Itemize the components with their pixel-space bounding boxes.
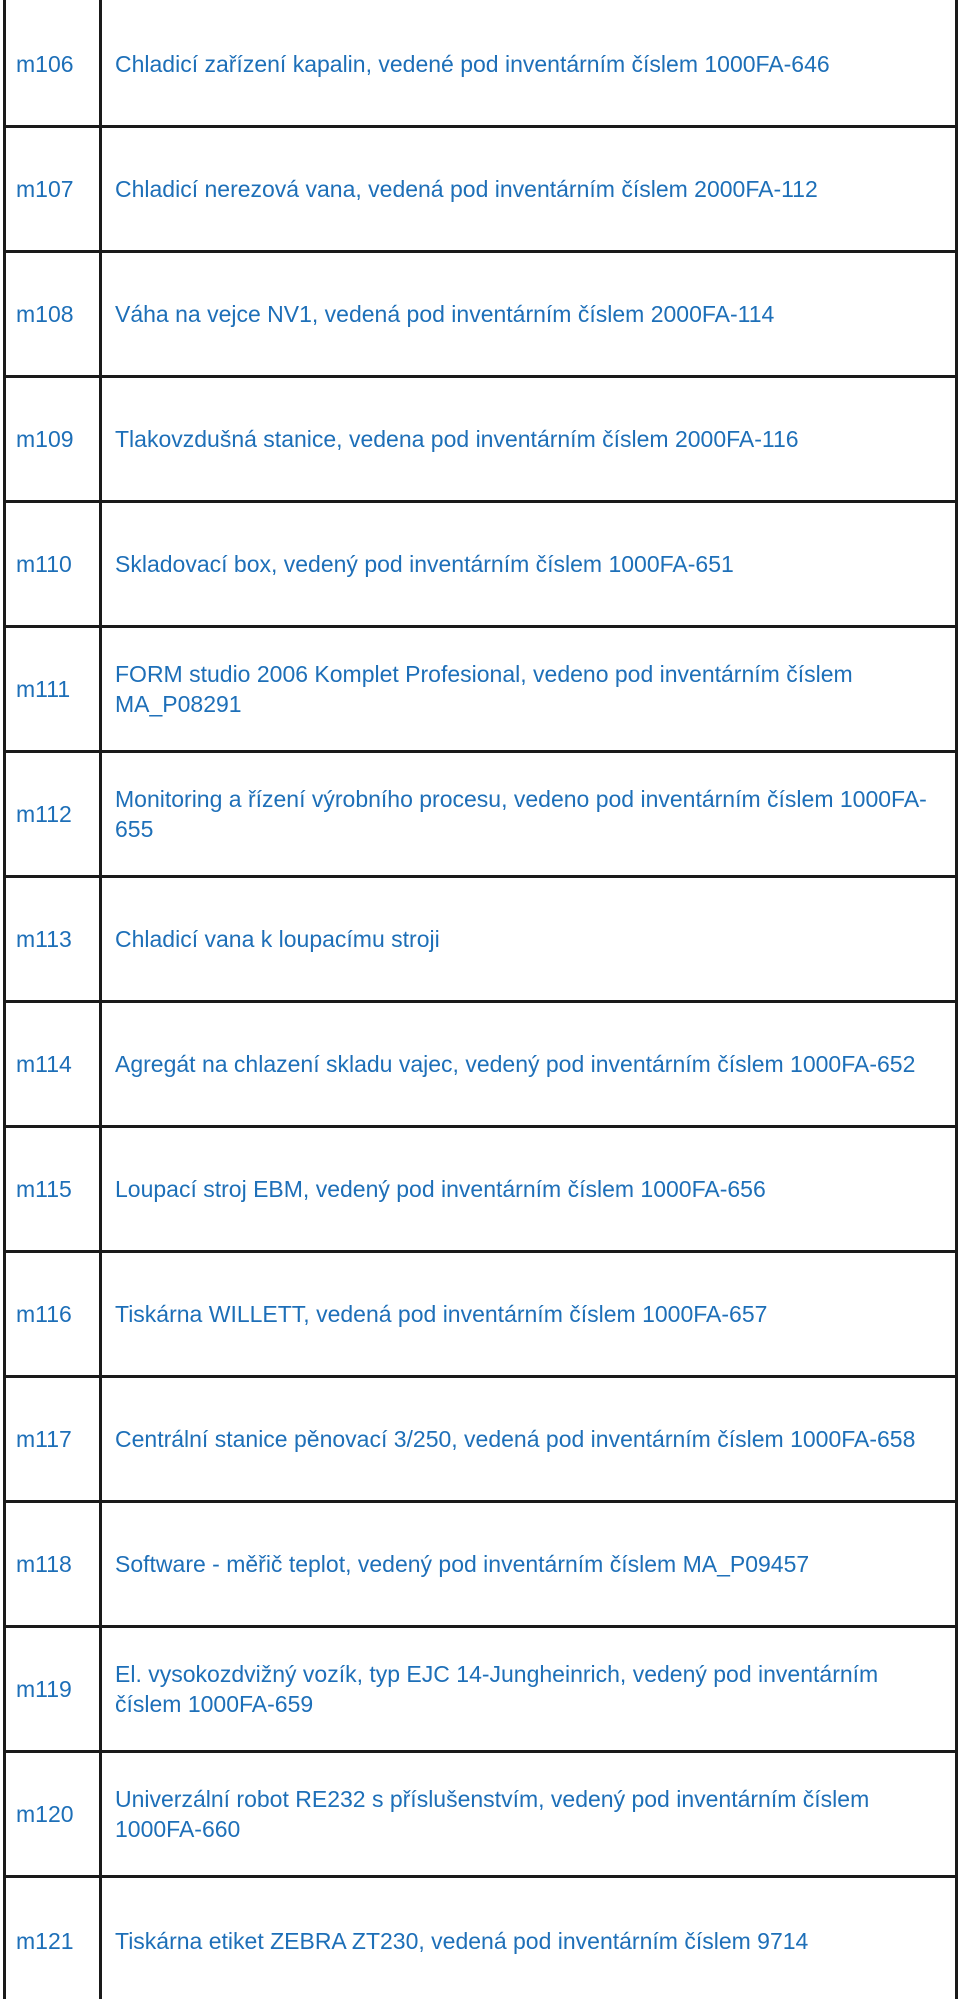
row-id: m109 xyxy=(16,426,74,452)
row-description: Tiskárna etiket ZEBRA ZT230, vedená pod inventárním číslem 9714 xyxy=(115,1927,809,1954)
row-id: m106 xyxy=(16,51,74,77)
row-id: m108 xyxy=(16,301,74,327)
table-row xyxy=(6,503,955,628)
row-description: Váha na vejce NV1, vedená pod inventárním číslem 2000FA-114 xyxy=(115,301,775,327)
row-description: Skladovací box, vedený pod inventárním číslem 1000FA-651 xyxy=(115,551,734,577)
table-row xyxy=(6,1128,955,1253)
row-description: Centrální stanice pěnovací 3/250, vedená pod inventárním číslem 1000FA-658 xyxy=(115,1426,916,1452)
table-row xyxy=(6,378,955,503)
row-id: m117 xyxy=(16,1426,72,1452)
table-row xyxy=(6,1878,955,2003)
row-id: m111 xyxy=(16,676,71,702)
table-row xyxy=(6,128,955,253)
row-description: Univerzální robot RE232 s příslušenstvím, vedený pod inventárním číslem 1000FA-660 xyxy=(115,1786,870,1842)
row-description: Software - měřič teplot, vedený pod inventárním číslem MA_P09457 xyxy=(115,1551,810,1577)
table-row xyxy=(6,753,955,878)
row-id: m120 xyxy=(16,1801,74,1827)
row-description: Tlakovzdušná stanice, vedena pod inventárním číslem 2000FA-116 xyxy=(115,426,799,452)
row-id: m110 xyxy=(16,551,72,577)
row-description: Loupací stroj EBM, vedený pod inventárním číslem 1000FA-656 xyxy=(115,1176,766,1202)
table-row xyxy=(6,1753,955,1878)
row-id: m114 xyxy=(16,1051,72,1077)
row-id: m121 xyxy=(16,1927,74,1954)
table-row xyxy=(6,878,955,1003)
row-id: m113 xyxy=(16,926,72,952)
table-row xyxy=(6,1253,955,1378)
table-row xyxy=(6,1628,955,1753)
table-row xyxy=(6,253,955,378)
row-description: Tiskárna WILLETT, vedená pod inventárním číslem 1000FA-657 xyxy=(115,1301,768,1327)
row-description: Agregát na chlazení skladu vajec, vedený pod inventárním číslem 1000FA-652 xyxy=(115,1051,916,1077)
row-description: El. vysokozdvižný vozík, typ EJC 14-Jungheinrich, vedený pod inventárním číslem 1000FA-659 xyxy=(115,1661,879,1717)
row-description: Chladicí nerezová vana, vedená pod inventárním číslem 2000FA-112 xyxy=(115,176,818,202)
row-id: m112 xyxy=(16,801,72,827)
table-row xyxy=(6,628,955,753)
equipment-table xyxy=(3,0,958,1999)
row-description: FORM studio 2006 Komplet Profesional, vedeno pod inventárním číslem MA_P08291 xyxy=(115,661,853,717)
table-row xyxy=(6,3,955,128)
row-id: m118 xyxy=(16,1551,72,1577)
row-id: m107 xyxy=(16,176,74,202)
row-id: m119 xyxy=(16,1676,72,1702)
table-row xyxy=(6,1378,955,1503)
row-description: Monitoring a řízení výrobního procesu, vedeno pod inventárním číslem 1000FA-655 xyxy=(115,786,927,842)
row-description: Chladicí zařízení kapalin, vedené pod inventárním číslem 1000FA-646 xyxy=(115,51,830,77)
table-row xyxy=(6,1503,955,1628)
table-row xyxy=(6,1003,955,1128)
row-id: m115 xyxy=(16,1176,72,1202)
row-description: Chladicí vana k loupacímu stroji xyxy=(115,926,440,952)
row-id: m116 xyxy=(16,1301,72,1327)
